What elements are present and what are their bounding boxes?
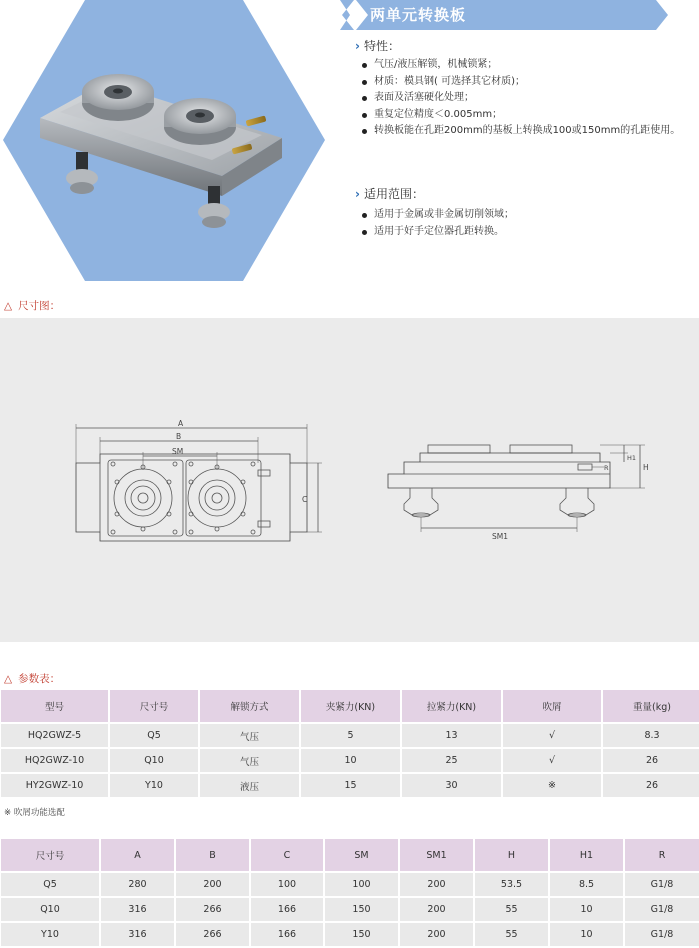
table-cell: 316 <box>101 898 174 921</box>
side-view <box>388 445 645 532</box>
table-cell: Q5 <box>110 724 198 747</box>
column-header: R <box>625 839 699 871</box>
table-cell: 26 <box>603 774 699 797</box>
footnote: ※ 吹屑功能选配 <box>4 808 65 818</box>
chevron-right-icon: › <box>355 39 360 53</box>
table-cell: HY2GWZ-10 <box>1 774 108 797</box>
table-cell: 10 <box>550 898 623 921</box>
table-cell: 25 <box>402 749 501 772</box>
table-cell: Y10 <box>1 923 99 946</box>
list-item: 重复定位精度＜0.005mm； <box>359 107 680 124</box>
locator-unit-left <box>82 74 154 121</box>
dimensions-table <box>0 837 699 948</box>
table-cell: 280 <box>101 873 174 896</box>
table-cell: 15 <box>301 774 400 797</box>
table-cell: 气压 <box>200 724 299 747</box>
column-header: SM <box>325 839 398 871</box>
dimension-drawing-panel <box>0 318 699 642</box>
table-cell: 13 <box>402 724 501 747</box>
table-cell: 10 <box>550 923 623 946</box>
table-cell: 5 <box>301 724 400 747</box>
table-row <box>1 923 699 946</box>
column-header: 重量(kg) <box>603 690 699 722</box>
column-header: C <box>251 839 323 871</box>
column-header: 拉紧力(KN) <box>402 690 501 722</box>
table-cell: 8.3 <box>603 724 699 747</box>
table-row <box>1 873 699 896</box>
column-header: H1 <box>550 839 623 871</box>
triangle-icon: △ <box>4 300 13 312</box>
table-cell: Q5 <box>1 873 99 896</box>
list-item: 材质：模具钢( 可选择其它材质)； <box>359 74 680 91</box>
table-cell: 100 <box>325 873 398 896</box>
table-cell: 53.5 <box>475 873 548 896</box>
table-cell: Q10 <box>110 749 198 772</box>
features-list <box>359 57 680 140</box>
scope-heading: › 适用范围： <box>355 187 424 201</box>
chevron-right-icon: › <box>355 187 360 201</box>
table-cell: 100 <box>251 873 323 896</box>
table-cell: G1/8 <box>625 873 699 896</box>
column-header: 尺寸号 <box>110 690 198 722</box>
column-header: A <box>101 839 174 871</box>
table-cell: 10 <box>301 749 400 772</box>
table-cell: 266 <box>176 898 249 921</box>
list-item: 适用于好手定位器孔距转换。 <box>359 224 514 241</box>
label-SM: SM <box>172 447 184 456</box>
table-cell: 55 <box>475 898 548 921</box>
table-cell: 气压 <box>200 749 299 772</box>
table-cell: G1/8 <box>625 898 699 921</box>
table-header-row <box>1 690 699 722</box>
table-cell: 200 <box>400 873 473 896</box>
table-cell: 166 <box>251 898 323 921</box>
column-header: 吹屑 <box>503 690 601 722</box>
product-photo <box>0 0 330 282</box>
dimension-drawing <box>0 318 699 642</box>
table-cell: 150 <box>325 923 398 946</box>
table-cell: 200 <box>400 923 473 946</box>
table-cell: ※ <box>503 774 601 797</box>
top-view <box>76 424 322 541</box>
label-B: B <box>176 432 182 441</box>
table-cell: HQ2GWZ-10 <box>1 749 108 772</box>
column-header: SM1 <box>400 839 473 871</box>
label-SM1: SM1 <box>492 532 509 541</box>
features-heading: › 特性： <box>355 39 400 53</box>
table-cell: 150 <box>325 898 398 921</box>
table-row <box>1 774 699 797</box>
table-cell: √ <box>503 749 601 772</box>
table-cell: 液压 <box>200 774 299 797</box>
column-header: 夹紧力(KN) <box>301 690 400 722</box>
list-item: 表面及活塞硬化处理； <box>359 90 680 107</box>
table-header-row <box>1 839 699 871</box>
label-R: R <box>604 464 609 472</box>
locator-unit-right <box>164 98 236 145</box>
table-row <box>1 749 699 772</box>
list-item: 气压/液压解锁，机械锁紧； <box>359 57 680 74</box>
params-table <box>0 688 699 799</box>
table-cell: 316 <box>101 923 174 946</box>
top-view-labels <box>172 419 307 504</box>
table-cell: 200 <box>176 873 249 896</box>
table-cell: 166 <box>251 923 323 946</box>
table-cell: √ <box>503 724 601 747</box>
table-cell: 266 <box>176 923 249 946</box>
scope-list <box>359 207 514 240</box>
label-C: C <box>302 495 308 504</box>
table-cell: Q10 <box>1 898 99 921</box>
table-cell: 200 <box>400 898 473 921</box>
list-item: 适用于金属或非金属切削领域； <box>359 207 514 224</box>
label-H: H <box>643 463 649 472</box>
triangle-icon: △ <box>4 673 13 685</box>
column-header: 尺寸号 <box>1 839 99 871</box>
table-cell: 26 <box>603 749 699 772</box>
table-cell: G1/8 <box>625 923 699 946</box>
label-A: A <box>178 419 184 428</box>
dimension-heading: △ 尺寸图： <box>4 300 61 312</box>
table-cell: 55 <box>475 923 548 946</box>
page-title: 两单元转换板 <box>370 6 467 24</box>
column-header: B <box>176 839 249 871</box>
params-heading: △ 参数表： <box>4 673 61 685</box>
table-cell: 30 <box>402 774 501 797</box>
table-cell: Y10 <box>110 774 198 797</box>
table-row <box>1 724 699 747</box>
column-header: 解锁方式 <box>200 690 299 722</box>
table-cell: HQ2GWZ-5 <box>1 724 108 747</box>
column-header: H <box>475 839 548 871</box>
list-item: 转换板能在孔距200mm的基板上转换成100或150mm的孔距使用。 <box>359 123 680 140</box>
table-cell: 8.5 <box>550 873 623 896</box>
label-H1: H1 <box>627 454 637 462</box>
column-header: 型号 <box>1 690 108 722</box>
table-row <box>1 898 699 921</box>
